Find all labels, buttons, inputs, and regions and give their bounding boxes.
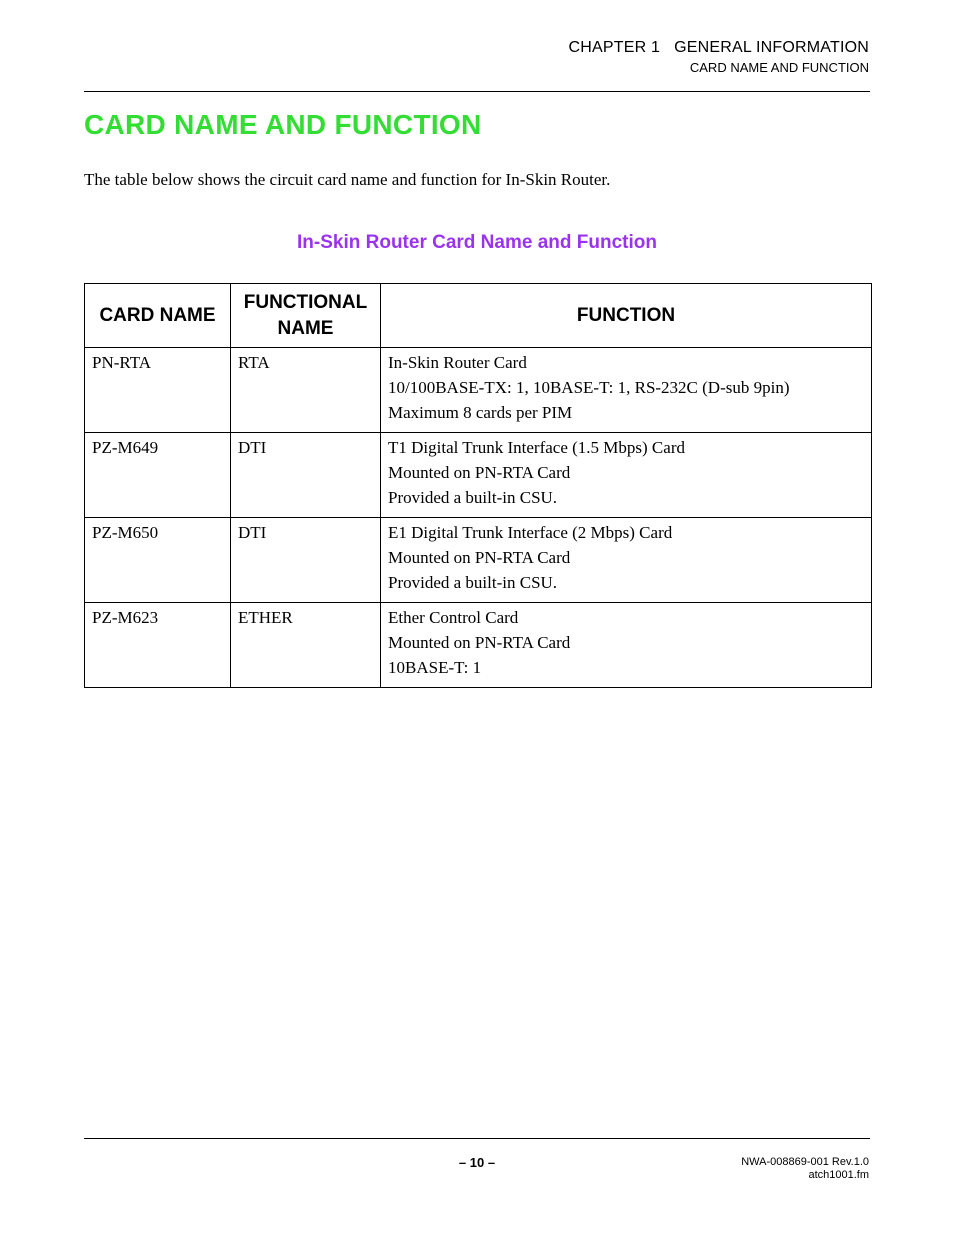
function-line: Provided a built-in CSU.	[388, 573, 558, 592]
table-caption: In-Skin Router Card Name and Function	[297, 232, 657, 253]
functional-name-cell: DTI	[231, 518, 381, 603]
functional-name-cell: DTI	[231, 433, 381, 518]
function-cell	[381, 518, 872, 603]
function-line: Mounted on PN-RTA Card	[388, 463, 571, 482]
header-divider	[84, 91, 870, 92]
column-header-function: FUNCTION	[381, 284, 872, 348]
function-cell	[381, 603, 872, 688]
card-name-cell: PN-RTA	[85, 348, 231, 433]
card-name-cell: PZ-M623	[85, 603, 231, 688]
function-line: T1 Digital Trunk Interface (1.5 Mbps) Card	[388, 438, 685, 457]
table-row	[85, 518, 872, 603]
header-chapter: CHAPTER 1 GENERAL INFORMATION	[568, 39, 869, 56]
function-line: E1 Digital Trunk Interface (2 Mbps) Card	[388, 523, 673, 542]
function-cell	[381, 348, 872, 433]
function-line: 10/100BASE-TX: 1, 10BASE-T: 1, RS-232C (D-sub 9pin)	[388, 378, 790, 397]
card-table	[84, 283, 872, 688]
card-name-cell: PZ-M650	[85, 518, 231, 603]
table-row	[85, 348, 872, 433]
column-header-card-name: CARD NAME	[85, 284, 231, 348]
intro-paragraph: The table below shows the circuit card name and function for In-Skin Router.	[84, 170, 611, 189]
page-number: – 10 –	[458, 1155, 496, 1170]
function-line: Maximum 8 cards per PIM	[388, 403, 573, 422]
file-name: atch1001.fm	[808, 1169, 869, 1181]
functional-name-cell: ETHER	[231, 603, 381, 688]
function-line: In-Skin Router Card	[388, 353, 527, 372]
function-line: 10BASE-T: 1	[388, 658, 482, 677]
table-row	[85, 433, 872, 518]
function-line: Ether Control Card	[388, 608, 519, 627]
function-cell	[381, 433, 872, 518]
function-line: Provided a built-in CSU.	[388, 488, 558, 507]
card-name-cell: PZ-M649	[85, 433, 231, 518]
function-line: Mounted on PN-RTA Card	[388, 548, 571, 567]
document-id	[741, 1156, 869, 1182]
page-title: CARD NAME AND FUNCTION	[84, 109, 482, 140]
table-header-row	[85, 284, 872, 348]
document-number: NWA-008869-001 Rev.1.0	[741, 1156, 869, 1168]
header-section: CARD NAME AND FUNCTION	[689, 60, 869, 75]
table-row	[85, 603, 872, 688]
function-line: Mounted on PN-RTA Card	[388, 633, 571, 652]
footer-divider	[84, 1138, 870, 1139]
functional-name-cell: RTA	[231, 348, 381, 433]
column-header-functional-name: FUNCTIONAL NAME	[231, 284, 381, 348]
